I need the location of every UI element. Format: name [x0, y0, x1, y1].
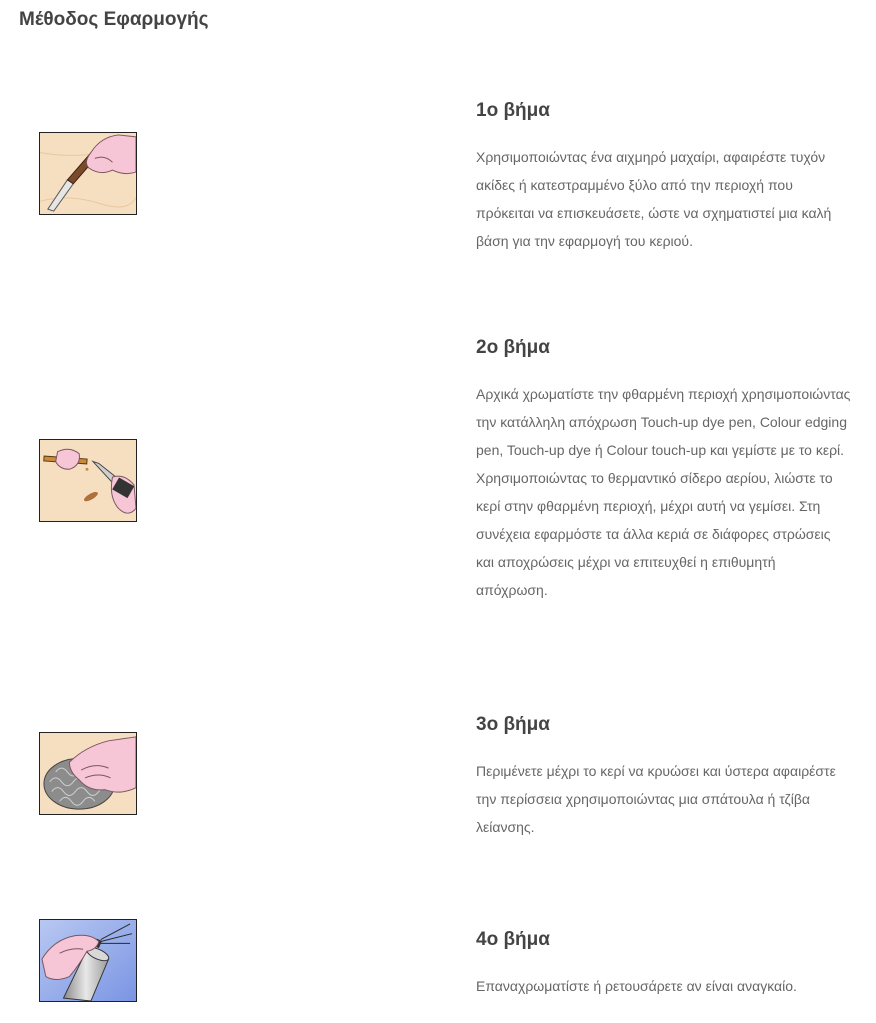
- step-heading: 4ο βήμα: [476, 929, 550, 950]
- step-description: Χρησιμοποιώντας ένα αιχμηρό μαχαίρι, αφαιρέστε τυχόν ακίδες ή κατεστραμμένο ξύλο από την περιοχή που πρόκειται να επισκευάσετε, ώστε να σχηματιστεί μια καλή βάση για την εφαρμογή του κεριού.: [476, 149, 832, 249]
- wax-stick-heater-icon: [39, 439, 137, 522]
- step-description: Περιμένετε μέχρι το κερί να κρυώσει και ύστερα αφαιρέστε την περίσσεια χρησιμοποιώντας μια σπάτουλα ή τζίβα λείανσης.: [476, 763, 836, 835]
- step-heading: 2ο βήμα: [476, 337, 550, 358]
- page-title: Μέθοδος Εφαρμογής: [19, 9, 209, 30]
- step-heading: 3ο βήμα: [476, 714, 550, 735]
- hand-knife-icon: [39, 132, 137, 215]
- hand-steel-wool-icon: [39, 732, 137, 815]
- hand-spray-can-icon: [39, 919, 137, 1002]
- step-description: Αρχικά χρωματίστε την φθαρμένη περιοχή χρησιμοποιώντας την κατάλληλη απόχρωση Touch-up dye pen, Colour edging pen, Touch-up dye ή Colour touch-up και γεμίστε με το κερί. Χρησιμοποιώντας το θερμαντικό σίδερο αερίου, λιώστε το κερί στην φθαρμένη περιοχή, μέχρι αυτή να γεμίσει. Στη συνέχεια εφαρμόστε τα άλλα κεριά σε διάφορες στρώσεις και αποχρώσεις μέχρι να επιτευχθεί η επιθυμητή απόχρωση.: [476, 386, 851, 598]
- step-heading: 1ο βήμα: [476, 100, 550, 121]
- step-description: Επαναχρωματίστε ή ρετουσάρετε αν είναι αναγκαίο.: [476, 978, 797, 994]
